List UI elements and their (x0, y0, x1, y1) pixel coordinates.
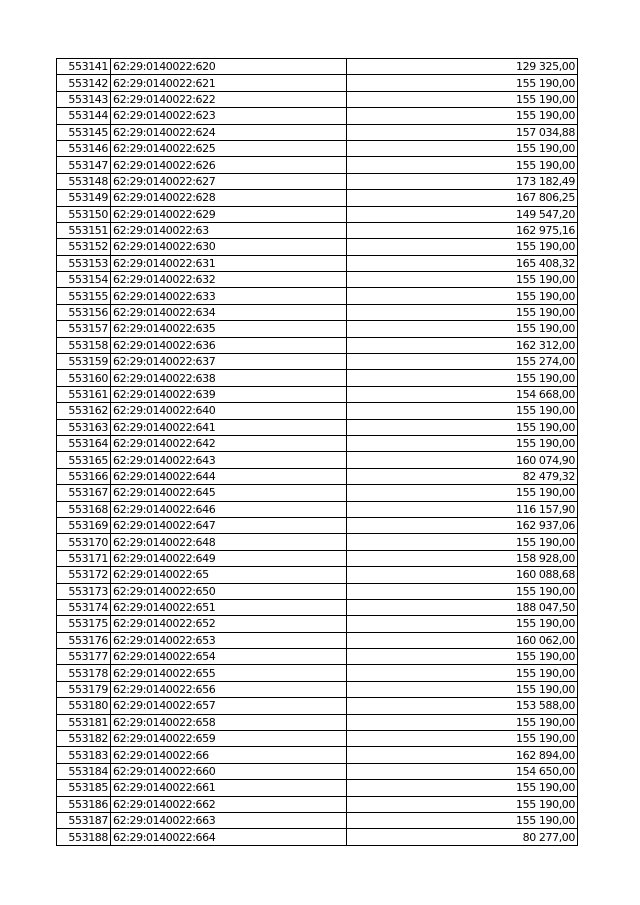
table-row (57, 501, 578, 517)
row-id-cell: 553188 (57, 829, 111, 845)
cadastral-number-cell: 62:29:0140022:648 (111, 534, 347, 550)
table-row (57, 288, 578, 304)
row-id-cell: 553151 (57, 222, 111, 238)
table-row (57, 632, 578, 648)
value-cell: 155 190,00 (347, 731, 578, 747)
value-cell: 155 190,00 (347, 435, 578, 451)
cadastral-number-cell: 62:29:0140022:647 (111, 517, 347, 533)
cadastral-number-cell: 62:29:0140022:641 (111, 419, 347, 435)
row-id-cell: 553180 (57, 698, 111, 714)
row-id-cell: 553176 (57, 632, 111, 648)
cadastral-number-cell: 62:29:0140022:636 (111, 337, 347, 353)
value-cell: 129 325,00 (347, 59, 578, 75)
row-id-cell: 553150 (57, 206, 111, 222)
table-row (57, 665, 578, 681)
row-id-cell: 553165 (57, 452, 111, 468)
value-cell: 155 190,00 (347, 272, 578, 288)
cadastral-number-cell: 62:29:0140022:635 (111, 321, 347, 337)
cadastral-number-cell: 62:29:0140022:664 (111, 829, 347, 845)
row-id-cell: 553162 (57, 403, 111, 419)
value-cell: 155 190,00 (347, 108, 578, 124)
cadastral-number-cell: 62:29:0140022:633 (111, 288, 347, 304)
table-row (57, 714, 578, 730)
value-cell: 162 975,16 (347, 222, 578, 238)
row-id-cell: 553167 (57, 485, 111, 501)
value-cell: 80 277,00 (347, 829, 578, 845)
cadastral-number-cell: 62:29:0140022:657 (111, 698, 347, 714)
cadastral-number-cell: 62:29:0140022:652 (111, 616, 347, 632)
cadastral-number-cell: 62:29:0140022:643 (111, 452, 347, 468)
table-row (57, 91, 578, 107)
value-cell: 167 806,25 (347, 190, 578, 206)
value-cell: 160 062,00 (347, 632, 578, 648)
cadastral-number-cell: 62:29:0140022:639 (111, 386, 347, 402)
row-id-cell: 553179 (57, 681, 111, 697)
cadastral-number-cell: 62:29:0140022:621 (111, 75, 347, 91)
value-cell: 155 190,00 (347, 780, 578, 796)
value-cell: 155 190,00 (347, 583, 578, 599)
cadastral-number-cell: 62:29:0140022:629 (111, 206, 347, 222)
value-cell: 155 190,00 (347, 140, 578, 156)
cadastral-number-cell: 62:29:0140022:638 (111, 370, 347, 386)
value-cell: 153 588,00 (347, 698, 578, 714)
row-id-cell: 553173 (57, 583, 111, 599)
row-id-cell: 553158 (57, 337, 111, 353)
table-row (57, 485, 578, 501)
cadastral-number-cell: 62:29:0140022:626 (111, 157, 347, 173)
value-cell: 155 190,00 (347, 157, 578, 173)
table-row (57, 452, 578, 468)
table-row (57, 173, 578, 189)
row-id-cell: 553147 (57, 157, 111, 173)
row-id-cell: 553141 (57, 59, 111, 75)
table-row (57, 567, 578, 583)
row-id-cell: 553171 (57, 550, 111, 566)
table-row (57, 386, 578, 402)
cadastral-number-cell: 62:29:0140022:63 (111, 222, 347, 238)
value-cell: 155 190,00 (347, 665, 578, 681)
cadastral-number-cell: 62:29:0140022:66 (111, 747, 347, 763)
table-row (57, 419, 578, 435)
cadastral-number-cell: 62:29:0140022:622 (111, 91, 347, 107)
value-cell: 155 190,00 (347, 649, 578, 665)
row-id-cell: 553183 (57, 747, 111, 763)
row-id-cell: 553185 (57, 780, 111, 796)
row-id-cell: 553178 (57, 665, 111, 681)
cadastral-number-cell: 62:29:0140022:628 (111, 190, 347, 206)
row-id-cell: 553186 (57, 796, 111, 812)
cadastral-number-cell: 62:29:0140022:645 (111, 485, 347, 501)
cadastral-number-cell: 62:29:0140022:660 (111, 763, 347, 779)
row-id-cell: 553163 (57, 419, 111, 435)
row-id-cell: 553181 (57, 714, 111, 730)
value-cell: 162 937,06 (347, 517, 578, 533)
value-cell: 155 190,00 (347, 485, 578, 501)
row-id-cell: 553174 (57, 599, 111, 615)
table-row (57, 59, 578, 75)
row-id-cell: 553182 (57, 731, 111, 747)
table-row (57, 435, 578, 451)
value-cell: 155 190,00 (347, 239, 578, 255)
value-cell: 154 650,00 (347, 763, 578, 779)
cadastral-number-cell: 62:29:0140022:631 (111, 255, 347, 271)
table-row (57, 731, 578, 747)
value-cell: 155 190,00 (347, 75, 578, 91)
table-row (57, 337, 578, 353)
value-cell: 155 190,00 (347, 681, 578, 697)
table-row (57, 140, 578, 156)
row-id-cell: 553153 (57, 255, 111, 271)
value-cell: 149 547,20 (347, 206, 578, 222)
table-row (57, 255, 578, 271)
value-cell: 155 190,00 (347, 370, 578, 386)
value-cell: 188 047,50 (347, 599, 578, 615)
table-row (57, 222, 578, 238)
row-id-cell: 553142 (57, 75, 111, 91)
cadastral-number-cell: 62:29:0140022:656 (111, 681, 347, 697)
table-row (57, 780, 578, 796)
row-id-cell: 553168 (57, 501, 111, 517)
registry-table-body (57, 59, 578, 846)
table-row (57, 321, 578, 337)
table-row (57, 583, 578, 599)
value-cell: 155 274,00 (347, 354, 578, 370)
table-row (57, 370, 578, 386)
table-row (57, 796, 578, 812)
table-row (57, 75, 578, 91)
table-row (57, 272, 578, 288)
table-row (57, 747, 578, 763)
table-row (57, 206, 578, 222)
cadastral-number-cell: 62:29:0140022:637 (111, 354, 347, 370)
row-id-cell: 553143 (57, 91, 111, 107)
row-id-cell: 553152 (57, 239, 111, 255)
cadastral-number-cell: 62:29:0140022:659 (111, 731, 347, 747)
table-row (57, 190, 578, 206)
value-cell: 162 312,00 (347, 337, 578, 353)
cadastral-number-cell: 62:29:0140022:65 (111, 567, 347, 583)
cadastral-number-cell: 62:29:0140022:646 (111, 501, 347, 517)
table-row (57, 304, 578, 320)
value-cell: 165 408,32 (347, 255, 578, 271)
value-cell: 155 190,00 (347, 714, 578, 730)
value-cell: 155 190,00 (347, 419, 578, 435)
table-row (57, 403, 578, 419)
row-id-cell: 553175 (57, 616, 111, 632)
row-id-cell: 553156 (57, 304, 111, 320)
row-id-cell: 553177 (57, 649, 111, 665)
row-id-cell: 553169 (57, 517, 111, 533)
table-row (57, 124, 578, 140)
value-cell: 154 668,00 (347, 386, 578, 402)
row-id-cell: 553154 (57, 272, 111, 288)
table-row (57, 829, 578, 845)
table-row (57, 812, 578, 828)
cadastral-number-cell: 62:29:0140022:662 (111, 796, 347, 812)
cadastral-number-cell: 62:29:0140022:640 (111, 403, 347, 419)
value-cell: 82 479,32 (347, 468, 578, 484)
table-row (57, 517, 578, 533)
cadastral-number-cell: 62:29:0140022:634 (111, 304, 347, 320)
cadastral-number-cell: 62:29:0140022:663 (111, 812, 347, 828)
row-id-cell: 553170 (57, 534, 111, 550)
table-row (57, 354, 578, 370)
cadastral-number-cell: 62:29:0140022:624 (111, 124, 347, 140)
value-cell: 155 190,00 (347, 304, 578, 320)
value-cell: 155 190,00 (347, 91, 578, 107)
value-cell: 160 074,90 (347, 452, 578, 468)
table-row (57, 239, 578, 255)
row-id-cell: 553149 (57, 190, 111, 206)
cadastral-number-cell: 62:29:0140022:627 (111, 173, 347, 189)
value-cell: 155 190,00 (347, 812, 578, 828)
value-cell: 155 190,00 (347, 616, 578, 632)
table-row (57, 649, 578, 665)
value-cell: 155 190,00 (347, 796, 578, 812)
cadastral-number-cell: 62:29:0140022:658 (111, 714, 347, 730)
table-row (57, 468, 578, 484)
table-row (57, 108, 578, 124)
value-cell: 155 190,00 (347, 403, 578, 419)
value-cell: 162 894,00 (347, 747, 578, 763)
cadastral-number-cell: 62:29:0140022:630 (111, 239, 347, 255)
value-cell: 157 034,88 (347, 124, 578, 140)
table-row (57, 616, 578, 632)
table-row (57, 534, 578, 550)
cadastral-number-cell: 62:29:0140022:654 (111, 649, 347, 665)
row-id-cell: 553159 (57, 354, 111, 370)
row-id-cell: 553161 (57, 386, 111, 402)
cadastral-number-cell: 62:29:0140022:653 (111, 632, 347, 648)
row-id-cell: 553144 (57, 108, 111, 124)
value-cell: 173 182,49 (347, 173, 578, 189)
row-id-cell: 553155 (57, 288, 111, 304)
cadastral-number-cell: 62:29:0140022:620 (111, 59, 347, 75)
table-row (57, 763, 578, 779)
row-id-cell: 553157 (57, 321, 111, 337)
value-cell: 155 190,00 (347, 288, 578, 304)
cadastral-number-cell: 62:29:0140022:642 (111, 435, 347, 451)
registry-table (56, 58, 578, 846)
cadastral-number-cell: 62:29:0140022:655 (111, 665, 347, 681)
row-id-cell: 553164 (57, 435, 111, 451)
cadastral-number-cell: 62:29:0140022:644 (111, 468, 347, 484)
table-row (57, 550, 578, 566)
table-row (57, 157, 578, 173)
cadastral-number-cell: 62:29:0140022:651 (111, 599, 347, 615)
row-id-cell: 553146 (57, 140, 111, 156)
value-cell: 155 190,00 (347, 321, 578, 337)
row-id-cell: 553187 (57, 812, 111, 828)
row-id-cell: 553148 (57, 173, 111, 189)
value-cell: 155 190,00 (347, 534, 578, 550)
cadastral-number-cell: 62:29:0140022:650 (111, 583, 347, 599)
cadastral-number-cell: 62:29:0140022:625 (111, 140, 347, 156)
row-id-cell: 553172 (57, 567, 111, 583)
row-id-cell: 553145 (57, 124, 111, 140)
table-row (57, 698, 578, 714)
cadastral-number-cell: 62:29:0140022:649 (111, 550, 347, 566)
value-cell: 158 928,00 (347, 550, 578, 566)
cadastral-number-cell: 62:29:0140022:632 (111, 272, 347, 288)
table-row (57, 599, 578, 615)
value-cell: 160 088,68 (347, 567, 578, 583)
cadastral-number-cell: 62:29:0140022:661 (111, 780, 347, 796)
cadastral-number-cell: 62:29:0140022:623 (111, 108, 347, 124)
row-id-cell: 553184 (57, 763, 111, 779)
row-id-cell: 553160 (57, 370, 111, 386)
value-cell: 116 157,90 (347, 501, 578, 517)
table-row (57, 681, 578, 697)
row-id-cell: 553166 (57, 468, 111, 484)
